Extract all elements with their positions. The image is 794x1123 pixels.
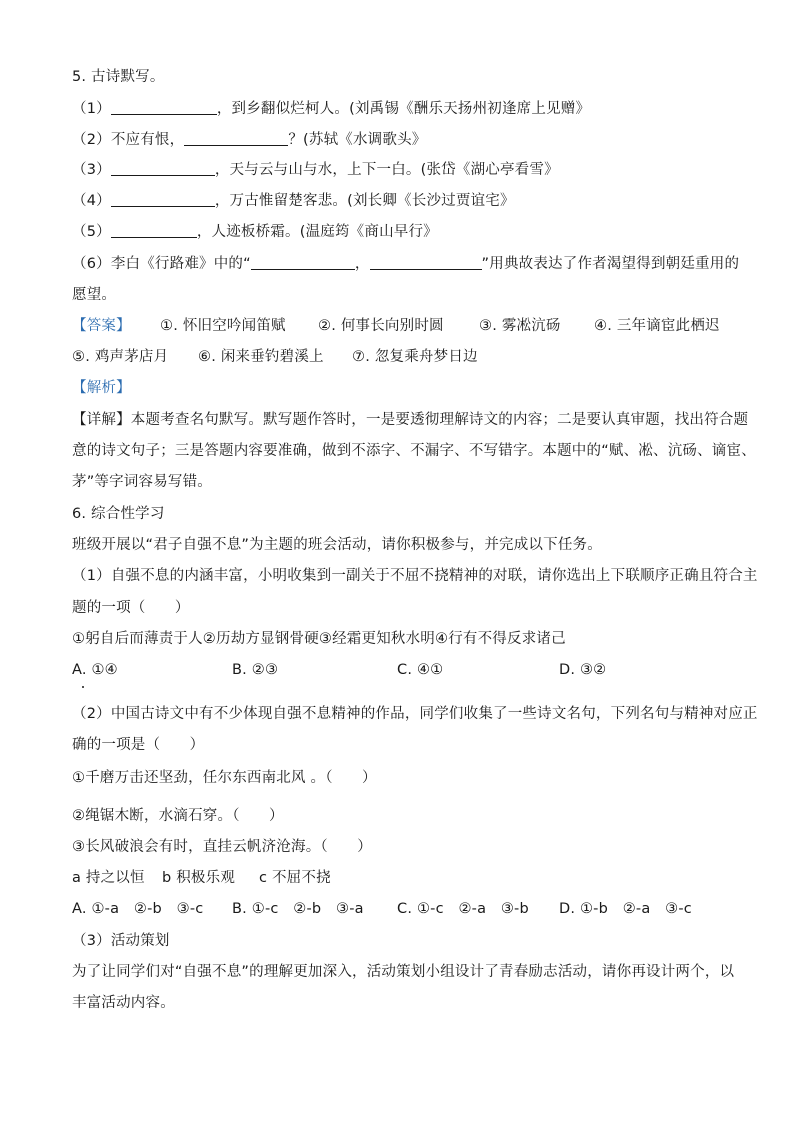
q6-sub3-heading: （3）活动策划 <box>72 933 170 949</box>
q6-sub2-sentence-3: ③长风破浪会有时，直挂云帆济沧海。（ ） <box>72 839 372 855</box>
q5-item-4 <box>72 191 515 211</box>
spirit-c: c 不屈不挠 <box>259 870 331 886</box>
detail-line-1: 【详解】本题考查名句默写。默写题作答时，一是要透彻理解诗文的内容；二是要认真审题，找出符合题 <box>72 412 749 428</box>
answer-7: ⑦. 忽复乘舟梦日边 <box>352 349 478 365</box>
item-prefix: 不应有恨， <box>110 132 185 148</box>
spirit-a: a 持之以恒 <box>72 870 145 886</box>
answer-blank[interactable] <box>111 222 197 238</box>
option-a[interactable]: A. ①-a ②-b ③-c <box>72 901 204 917</box>
option-d[interactable]: D. ①-b ②-a ③-c <box>559 901 692 917</box>
answer-6: ⑥. 闲来垂钓碧溪上 <box>198 349 324 365</box>
answer-3: ③. 雾凇沆砀 <box>479 318 561 334</box>
q6-sub3-line-2: 丰富活动内容。 <box>72 995 175 1011</box>
q6-sub2-sentence-2: ②绳锯木断，水滴石穿。（ ） <box>72 808 284 824</box>
answer-tag: 【答案】 <box>72 318 131 334</box>
q5-item-6 <box>72 254 739 274</box>
answer-blank[interactable] <box>111 191 215 207</box>
answer-4: ④. 三年谪宦此栖迟 <box>594 318 720 334</box>
option-c[interactable]: C. ④① <box>397 662 444 678</box>
detail-line-2: 意的诗文句子；三是答题内容要准确，做到不添字、不漏字、不写错字。本题中的“赋、凇、沆砀、谪宦、 <box>72 443 756 459</box>
item-text: ，人迹板桥霜。(温庭筠《商山早行》 <box>196 224 438 240</box>
q6-sub3-line-1: 为了让同学们对“自强不息”的理解更加深入，活动策划小组设计了青春励志活动，请你再设计两个，以 <box>72 964 735 980</box>
q5-heading: 5. 古诗默写。 <box>72 69 165 85</box>
item-number: （2） <box>72 132 111 148</box>
item-text: ，天与云与山与水，上下一白。(张岱《湖心亭看雪》 <box>214 162 559 178</box>
q6-intro: 班级开展以“君子自强不息”为主题的班会活动，请你积极参与，并完成以下任务。 <box>72 537 602 553</box>
option-d[interactable]: D. ③② <box>559 662 607 678</box>
option-a[interactable]: A. ①④ <box>72 662 118 678</box>
item-number: （1） <box>72 101 111 117</box>
q5-item-5 <box>72 222 438 242</box>
item-text: ，万古惟留楚客悲。(刘长卿《长沙过贾谊宅》 <box>214 193 515 209</box>
q5-item-3 <box>72 160 559 180</box>
answer-5: ⑤. 鸡声茅店月 <box>72 349 169 365</box>
q6-sub1-line-1: （1）自强不息的内涵丰富，小明收集到一副关于不屈不挠精神的对联，请你选出上下联顺序正确且符合主 <box>72 568 758 584</box>
q6-sub1-line-2: 题的一项（ ） <box>72 600 190 616</box>
answer-1: ①. 怀旧空吟闻笛赋 <box>160 318 286 334</box>
detail-line-3: 茅”等字词容易写错。 <box>72 474 213 490</box>
item-number: （4） <box>72 193 111 209</box>
item-number: （6） <box>72 256 111 272</box>
q6-sub1-items: ①躬自后而薄责于人②历劫方显钢骨硬③经霜更知秋水明④行有不得反求诸己 <box>72 631 566 647</box>
answer-blank[interactable] <box>111 99 217 115</box>
answer-blank[interactable] <box>184 130 288 146</box>
q5-item-6-cont: 愿望。 <box>72 287 117 303</box>
option-b[interactable]: B. ①-c ②-b ③-a <box>232 901 364 917</box>
answer-blank[interactable] <box>370 254 482 270</box>
q6-sub2-line-1: （2）中国古诗文中有不少体现自强不息精神的作品，同学们收集了一些诗文名句，下列名句与精神对应正 <box>72 706 758 722</box>
q6-sub2-sentence-1: ①千磨万击还坚劲，任尔东西南北风 。（ ） <box>72 770 377 786</box>
stray-mark <box>82 686 84 688</box>
item-mid: ， <box>354 256 370 272</box>
option-b[interactable]: B. ②③ <box>232 662 279 678</box>
analysis-tag: 【解析】 <box>72 380 131 396</box>
q5-item-1 <box>72 99 590 119</box>
answer-2: ②. 何事长向别时圆 <box>318 318 444 334</box>
item-prefix: 李白《行路难》中的“ <box>110 256 251 272</box>
q6-sub2-line-2: 确的一项是（ ） <box>72 737 205 753</box>
answer-blank[interactable] <box>111 160 215 176</box>
q5-item-2 <box>72 130 426 150</box>
item-text: ？(苏轼《水调歌头》 <box>288 132 427 148</box>
option-c[interactable]: C. ①-c ②-a ③-b <box>397 901 529 917</box>
item-text: ”用典故表达了作者渴望得到朝廷重用的 <box>481 256 740 272</box>
item-text: ，到乡翻似烂柯人。(刘禹锡《酬乐天扬州初逢席上见赠》 <box>216 101 591 117</box>
item-number: （3） <box>72 162 111 178</box>
answer-blank[interactable] <box>251 254 355 270</box>
item-number: （5） <box>72 224 111 240</box>
q6-heading: 6. 综合性学习 <box>72 506 165 522</box>
spirit-b: b 积极乐观 <box>162 870 236 886</box>
